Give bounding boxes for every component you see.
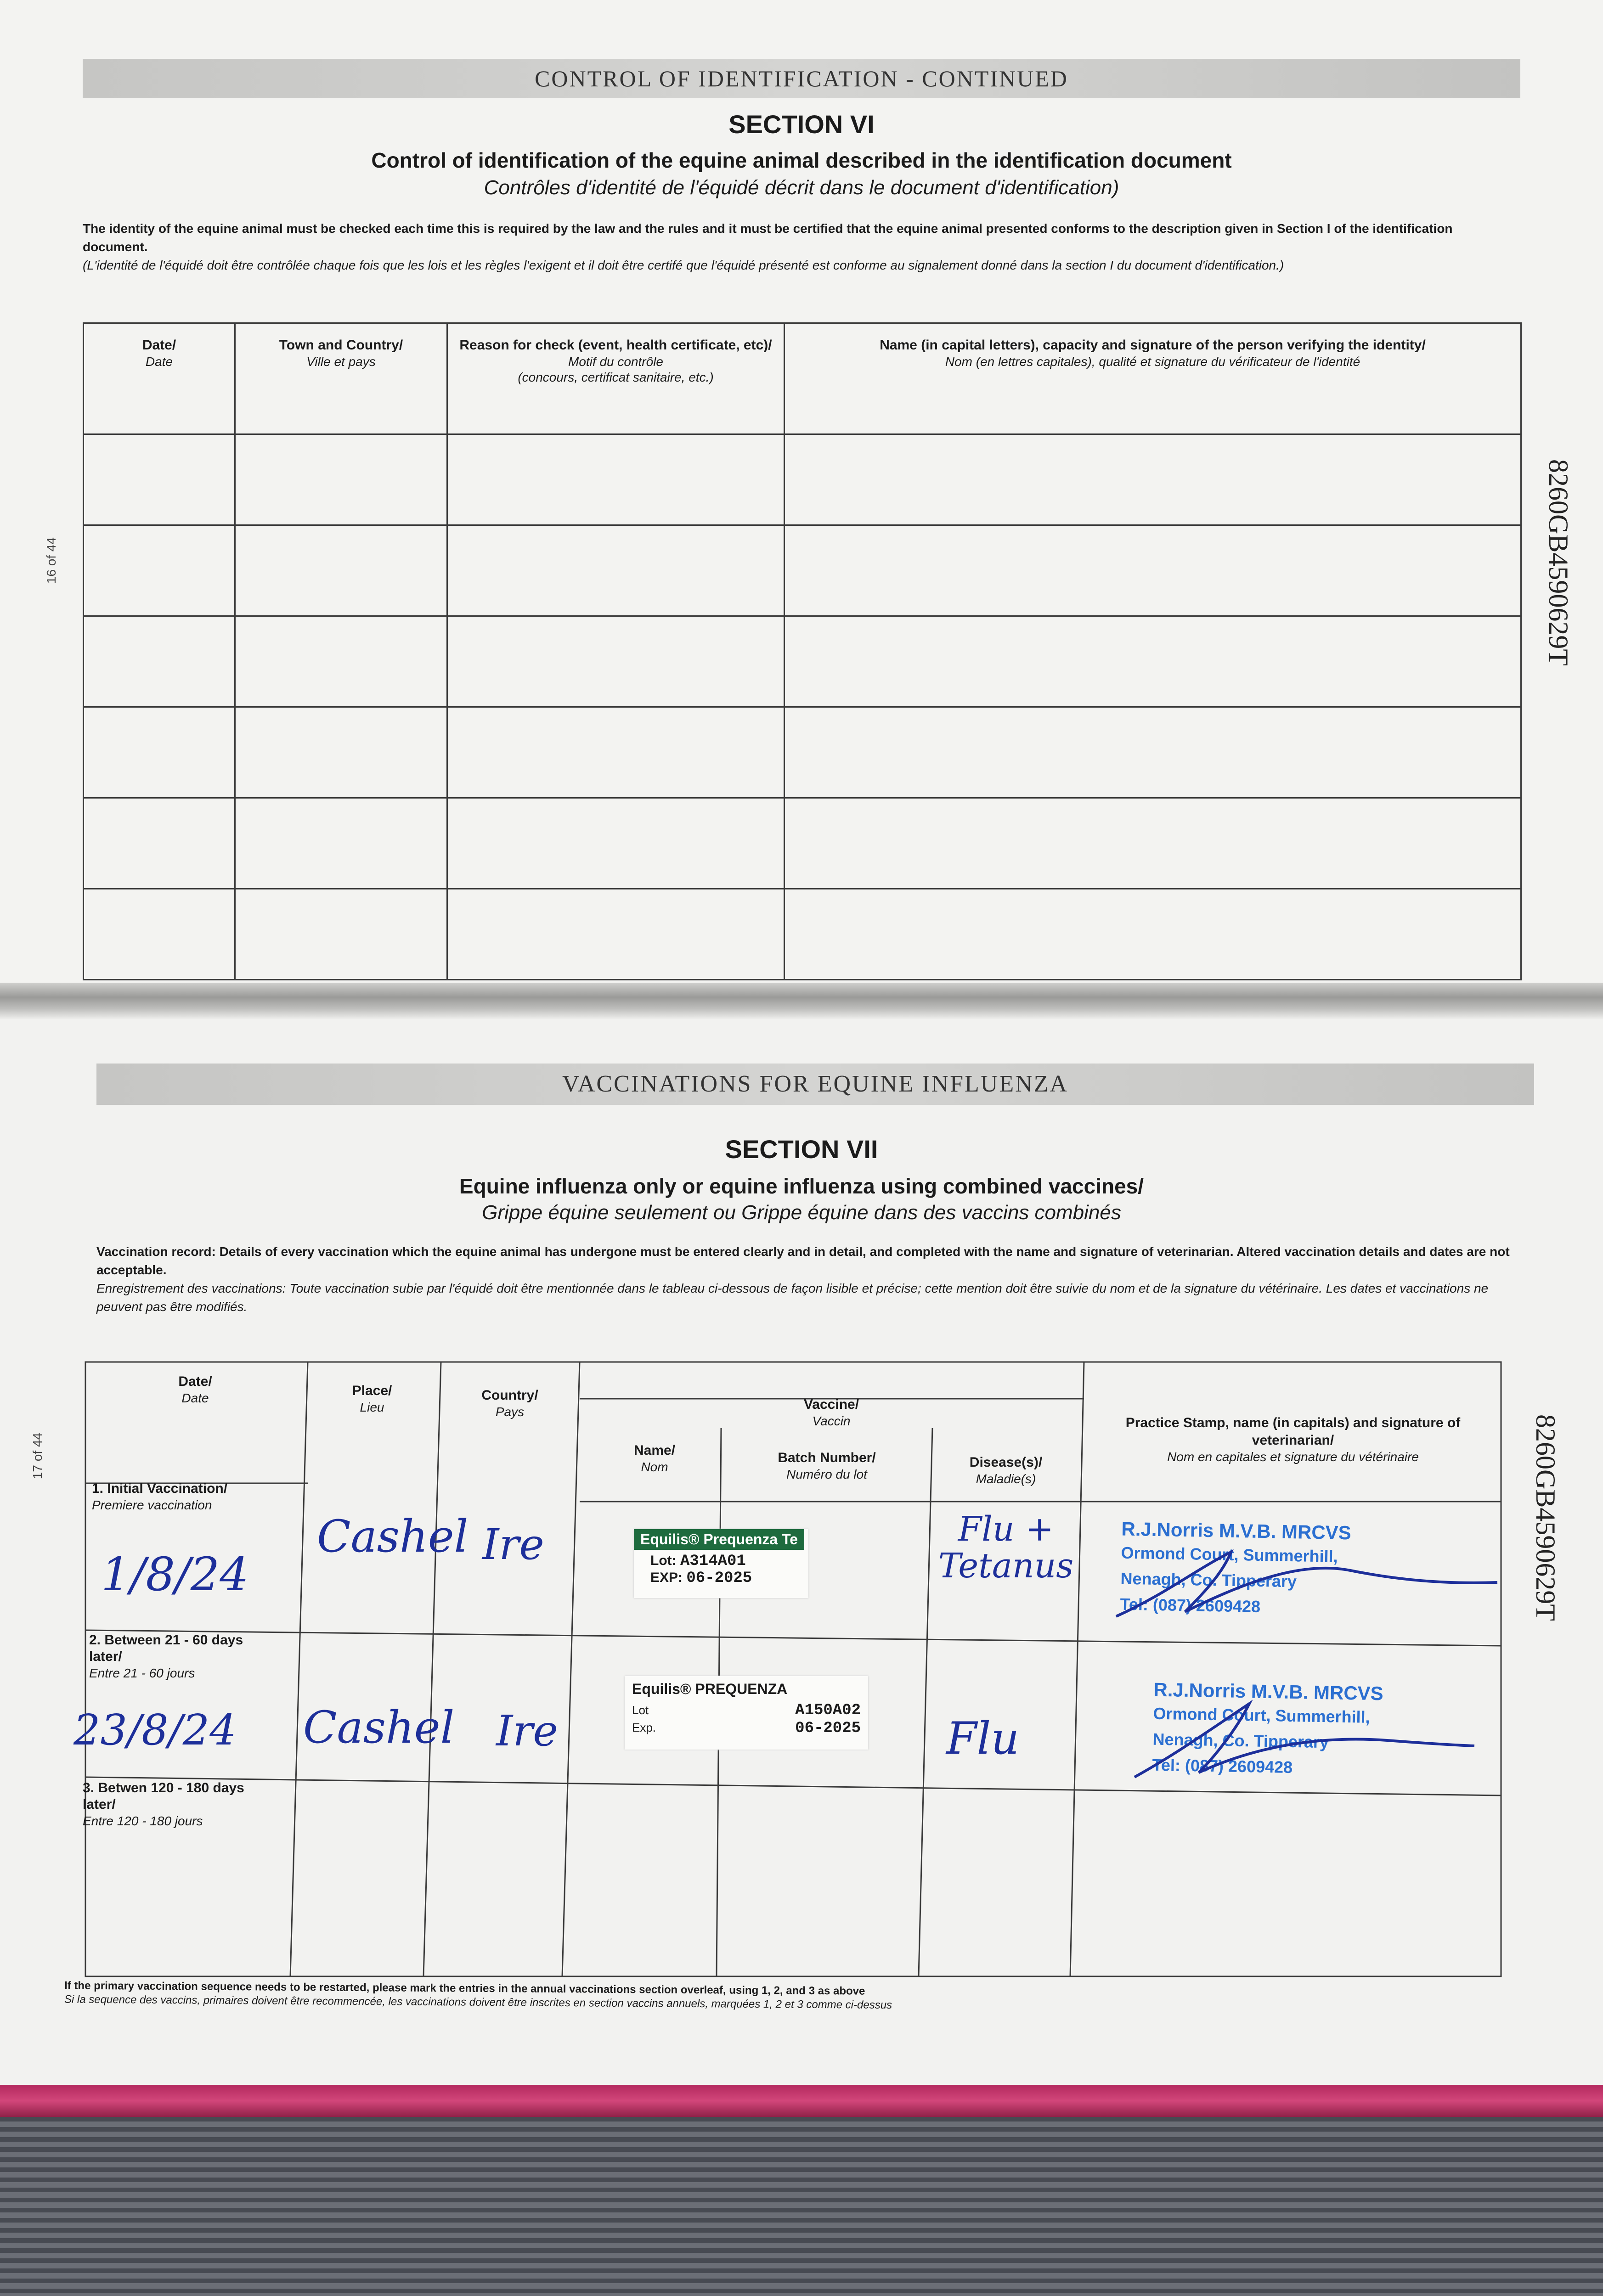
reason-cell[interactable]	[447, 434, 785, 525]
section-heading-fr: Contrôles d'identité de l'équidé décrit dans le document d'identification)	[484, 176, 1119, 199]
date-cell[interactable]	[84, 707, 235, 798]
vaccine-lot-2: Lot Exp. A150A02 06-2025	[632, 1702, 861, 1737]
verifier-cell[interactable]	[785, 798, 1521, 889]
verifier-cell[interactable]	[785, 616, 1521, 707]
reason-cell[interactable]	[447, 798, 785, 889]
col-header-reason: Reason for check (event, health certificate, etc)/ Motif du contrôle (concours, certificat sanitaire, etc.)	[447, 323, 785, 434]
verifier-cell[interactable]	[785, 707, 1521, 798]
date-cell[interactable]	[84, 798, 235, 889]
vaccine-label-1	[634, 1529, 808, 1598]
town-cell[interactable]	[235, 616, 447, 707]
verifier-cell[interactable]	[785, 889, 1521, 980]
page-number: 16 of 44	[44, 537, 58, 584]
vaccine-name-2: Equilis® PREQUENZA	[632, 1681, 788, 1697]
date-cell[interactable]	[84, 525, 235, 616]
date-cell[interactable]	[84, 434, 235, 525]
town-cell[interactable]	[235, 525, 447, 616]
handwritten-place-2: Cashel	[303, 1702, 455, 1753]
handwritten-disease-1: Flu + Tetanus	[938, 1509, 1074, 1586]
section-heading-fr: Grippe équine seulement ou Grippe équine dans des vaccins combinés	[482, 1201, 1121, 1224]
section-banner: CONTROL OF IDENTIFICATION - CONTINUED	[83, 59, 1520, 98]
table-row	[84, 525, 1521, 616]
reason-cell[interactable]	[447, 616, 785, 707]
row-label-third: 3. Betwen 120 - 180 days later/ Entre 120 - 180 jours	[83, 1780, 244, 1828]
verifier-cell[interactable]	[785, 525, 1521, 616]
passport-code: 8260GB4590629T	[1543, 459, 1574, 666]
intro-fr: (L'identité de l'équidé doit être contrôlée chaque fois que les lois et les règles l'exigent et il doit être certifé que l'équidé présenté est conforme au signalement donné dans la section I du document d'identification.)	[83, 258, 1284, 272]
cover-edge	[0, 2085, 1603, 2117]
town-cell[interactable]	[235, 798, 447, 889]
handwritten-disease-2: Flu	[946, 1713, 1020, 1764]
vet-stamp-1: R.J.Norris M.V.B. MRCVS Ormond Court, Summerhill, Nenagh, Co. Tipperary Tel: (087) 2609428	[1120, 1518, 1352, 1616]
verifier-cell[interactable]	[785, 434, 1521, 525]
date-cell[interactable]	[84, 616, 235, 707]
header-vaccine-name: Name/ Nom	[633, 1443, 676, 1474]
handwritten-country-1: Ire	[482, 1520, 544, 1569]
vet-stamp-2: R.J.Norris M.V.B. MRCVS Ormond Court, Summerhill, Nenagh, Co. Tipperary Tel: (087) 2609428	[1152, 1678, 1384, 1777]
table-row	[84, 889, 1521, 980]
header-practice-stamp: Practice Stamp, name (in capitals) and signature of veterinarian/ Nom en capitales et signature du vétérinaire	[1125, 1415, 1461, 1464]
reason-cell[interactable]	[447, 525, 785, 616]
vet-signature-2	[1130, 1690, 1479, 1782]
page-fold-shadow	[0, 983, 1603, 1019]
reason-cell[interactable]	[447, 707, 785, 798]
header-place: Place/ Lieu	[352, 1383, 392, 1414]
header-disease: Disease(s)/ Maladie(s)	[969, 1455, 1043, 1486]
vaccine-label-2	[625, 1676, 868, 1750]
section-banner: VACCINATIONS FOR EQUINE INFLUENZA	[96, 1064, 1534, 1105]
section-title: SECTION VII	[725, 1135, 878, 1164]
intro-en: The identity of the equine animal must be checked each time this is required by the law and the rules and it must be certified that the equine animal presented conforms to the description given in Section I of the identification document.	[83, 221, 1453, 254]
handwritten-date-2: 23/8/24	[73, 1705, 237, 1755]
footnote: If the primary vaccination sequence needs to be restarted, please mark the entries in the annual vaccinations section overleaf, using 1, 2, and 3 as above Si la sequence des vaccins, primaires doivent être recommencée, les vaccinations doivent être inscrites en section vaccins annuels, marquées 1, 2 et 3 comme ci-dessus	[64, 1979, 892, 2012]
town-cell[interactable]	[235, 707, 447, 798]
table-row	[84, 707, 1521, 798]
header-vaccine: Vaccine/ Vaccin	[803, 1397, 859, 1428]
page-number: 17 of 44	[30, 1433, 45, 1480]
header-country: Country/ Pays	[481, 1388, 538, 1419]
page-17	[0, 1019, 1603, 2089]
table-row	[84, 434, 1521, 525]
vet-signature-1	[1112, 1543, 1507, 1621]
row-label-second: 2. Between 21 - 60 days later/ Entre 21 - 60 jours	[89, 1632, 243, 1680]
table-row	[84, 616, 1521, 707]
header-batch-number: Batch Number/ Numéro du lot	[778, 1450, 876, 1481]
section-heading-en: Control of identification of the equine animal described in the identification document	[371, 148, 1232, 172]
handwritten-place-1: Cashel	[317, 1511, 468, 1562]
handwritten-date-1: 1/8/24	[101, 1548, 249, 1601]
town-cell[interactable]	[235, 434, 447, 525]
intro-text	[83, 219, 1507, 275]
vaccine-lot-1: Lot: A314A01 EXP: 06-2025	[650, 1553, 752, 1587]
reason-cell[interactable]	[447, 889, 785, 980]
row-label-initial: 1. Initial Vaccination/ Premiere vaccination	[92, 1481, 228, 1512]
page-16	[0, 0, 1603, 983]
col-header-date: Date/ Date	[84, 323, 235, 434]
record-en: Vaccination record: Details of every vaccination which the equine animal has undergone must be entered clearly and in detail, and completed with the name and signature of veterinarian. Altered vaccination details and dates are not acceptable.	[96, 1244, 1510, 1277]
date-cell[interactable]	[84, 889, 235, 980]
table-row	[84, 798, 1521, 889]
identification-check-table	[83, 322, 1522, 980]
col-header-verifier: Name (in capital letters), capacity and signature of the person verifying the identity/ Nom (en lettres capitales), qualité et signature du vérificateur de l'identité	[785, 323, 1521, 434]
record-fr: Enregistrement des vaccinations: Toute vaccination subie par l'équidé doit être mentionnée dans le tableau ci-dessous de façon lisible et précise; cette mention doit être suivie du nom et de la signature du vétérinaire. Les dates et vaccinations ne peuvent pas être modifiés.	[96, 1281, 1489, 1314]
town-cell[interactable]	[235, 889, 447, 980]
section-title: SECTION VI	[728, 110, 875, 139]
vaccine-name-1: Equilis® Prequenza Te	[634, 1529, 804, 1550]
section-heading-en: Equine influenza only or equine influenza using combined vaccines/	[459, 1174, 1144, 1198]
handwritten-country-2: Ire	[496, 1706, 558, 1756]
header-date: Date/ Date	[178, 1374, 212, 1405]
background-surface	[0, 2117, 1603, 2296]
col-header-town-country: Town and Country/ Ville et pays	[235, 323, 447, 434]
passport-code: 8260GB4590629T	[1530, 1414, 1561, 1621]
